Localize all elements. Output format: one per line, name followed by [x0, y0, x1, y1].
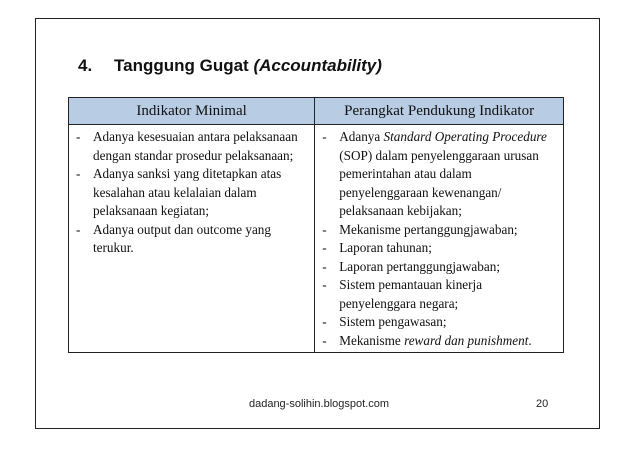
- dash-bullet: -: [322, 277, 327, 292]
- list-item: [315, 313, 563, 332]
- list-item: [69, 165, 314, 221]
- list-item: [315, 258, 563, 277]
- dash-bullet: -: [322, 314, 327, 329]
- item-text-after: .: [528, 332, 532, 348]
- item-text: Adanya kesesuaian antara pelaksanaan dengan standar prosedur pelaksanaan;: [93, 129, 298, 163]
- item-text-before: Mekanisme: [339, 332, 405, 348]
- dash-bullet: -: [322, 240, 327, 255]
- dash-bullet: -: [322, 258, 327, 274]
- footer-url: dadang-solihin.blogspot.com: [248, 398, 390, 410]
- table-header-row: [69, 98, 564, 125]
- item-text: Laporan pertanggungjawaban;: [339, 258, 500, 274]
- item-text: Adanya output dan outcome yang terukur.: [93, 221, 271, 255]
- perangkat-list: [315, 128, 563, 350]
- list-item: [315, 221, 563, 240]
- page-number: 20: [536, 398, 549, 410]
- list-item: [315, 239, 563, 258]
- list-item: [69, 221, 314, 258]
- item-text-italic: Standard Operating Procedure: [383, 129, 547, 144]
- title-italic: (Accountability): [253, 56, 382, 75]
- indikator-cell: [69, 125, 315, 353]
- item-text: Adanya sanksi yang ditetapkan atas kesalahan atau kelalaian dalam pelaksanaan kegiatan;: [93, 166, 282, 218]
- dash-bullet: -: [322, 332, 327, 348]
- item-text-after: (SOP) dalam penyelenggaraan urusan pemerintahan atau dalam penyelenggaraan kewenangan/ pelaksanaan kebijakan;: [339, 147, 539, 218]
- dash-bullet: -: [76, 221, 81, 237]
- item-text: Mekanisme pertanggungjawaban;: [339, 221, 518, 237]
- dash-bullet: -: [322, 129, 327, 144]
- list-item: [315, 332, 563, 351]
- header-perangkat-pendukung: Perangkat Pendukung Indikator: [315, 98, 564, 125]
- slide-title: [78, 56, 382, 76]
- item-text: Sistem pengawasan;: [339, 314, 447, 329]
- dash-bullet: -: [76, 166, 81, 181]
- indicator-table: [68, 97, 564, 353]
- list-item: [69, 128, 314, 165]
- perangkat-cell: [315, 125, 564, 353]
- item-text: Sistem pemantauan kinerja penyelenggara negara;: [339, 277, 483, 311]
- title-number: 4.: [78, 56, 93, 75]
- header-indikator-minimal: Indikator Minimal: [69, 98, 315, 125]
- item-text-before: Adanya: [339, 129, 384, 144]
- item-text: Laporan tahunan;: [339, 240, 432, 255]
- dash-bullet: -: [322, 221, 327, 237]
- table-row: [69, 125, 564, 353]
- list-item: [315, 128, 563, 221]
- dash-bullet: -: [76, 129, 81, 144]
- list-item: [315, 276, 563, 313]
- item-text-italic: reward dan punishment: [404, 332, 529, 348]
- indikator-list: [69, 128, 314, 258]
- title-text: Tanggung Gugat: [114, 56, 249, 75]
